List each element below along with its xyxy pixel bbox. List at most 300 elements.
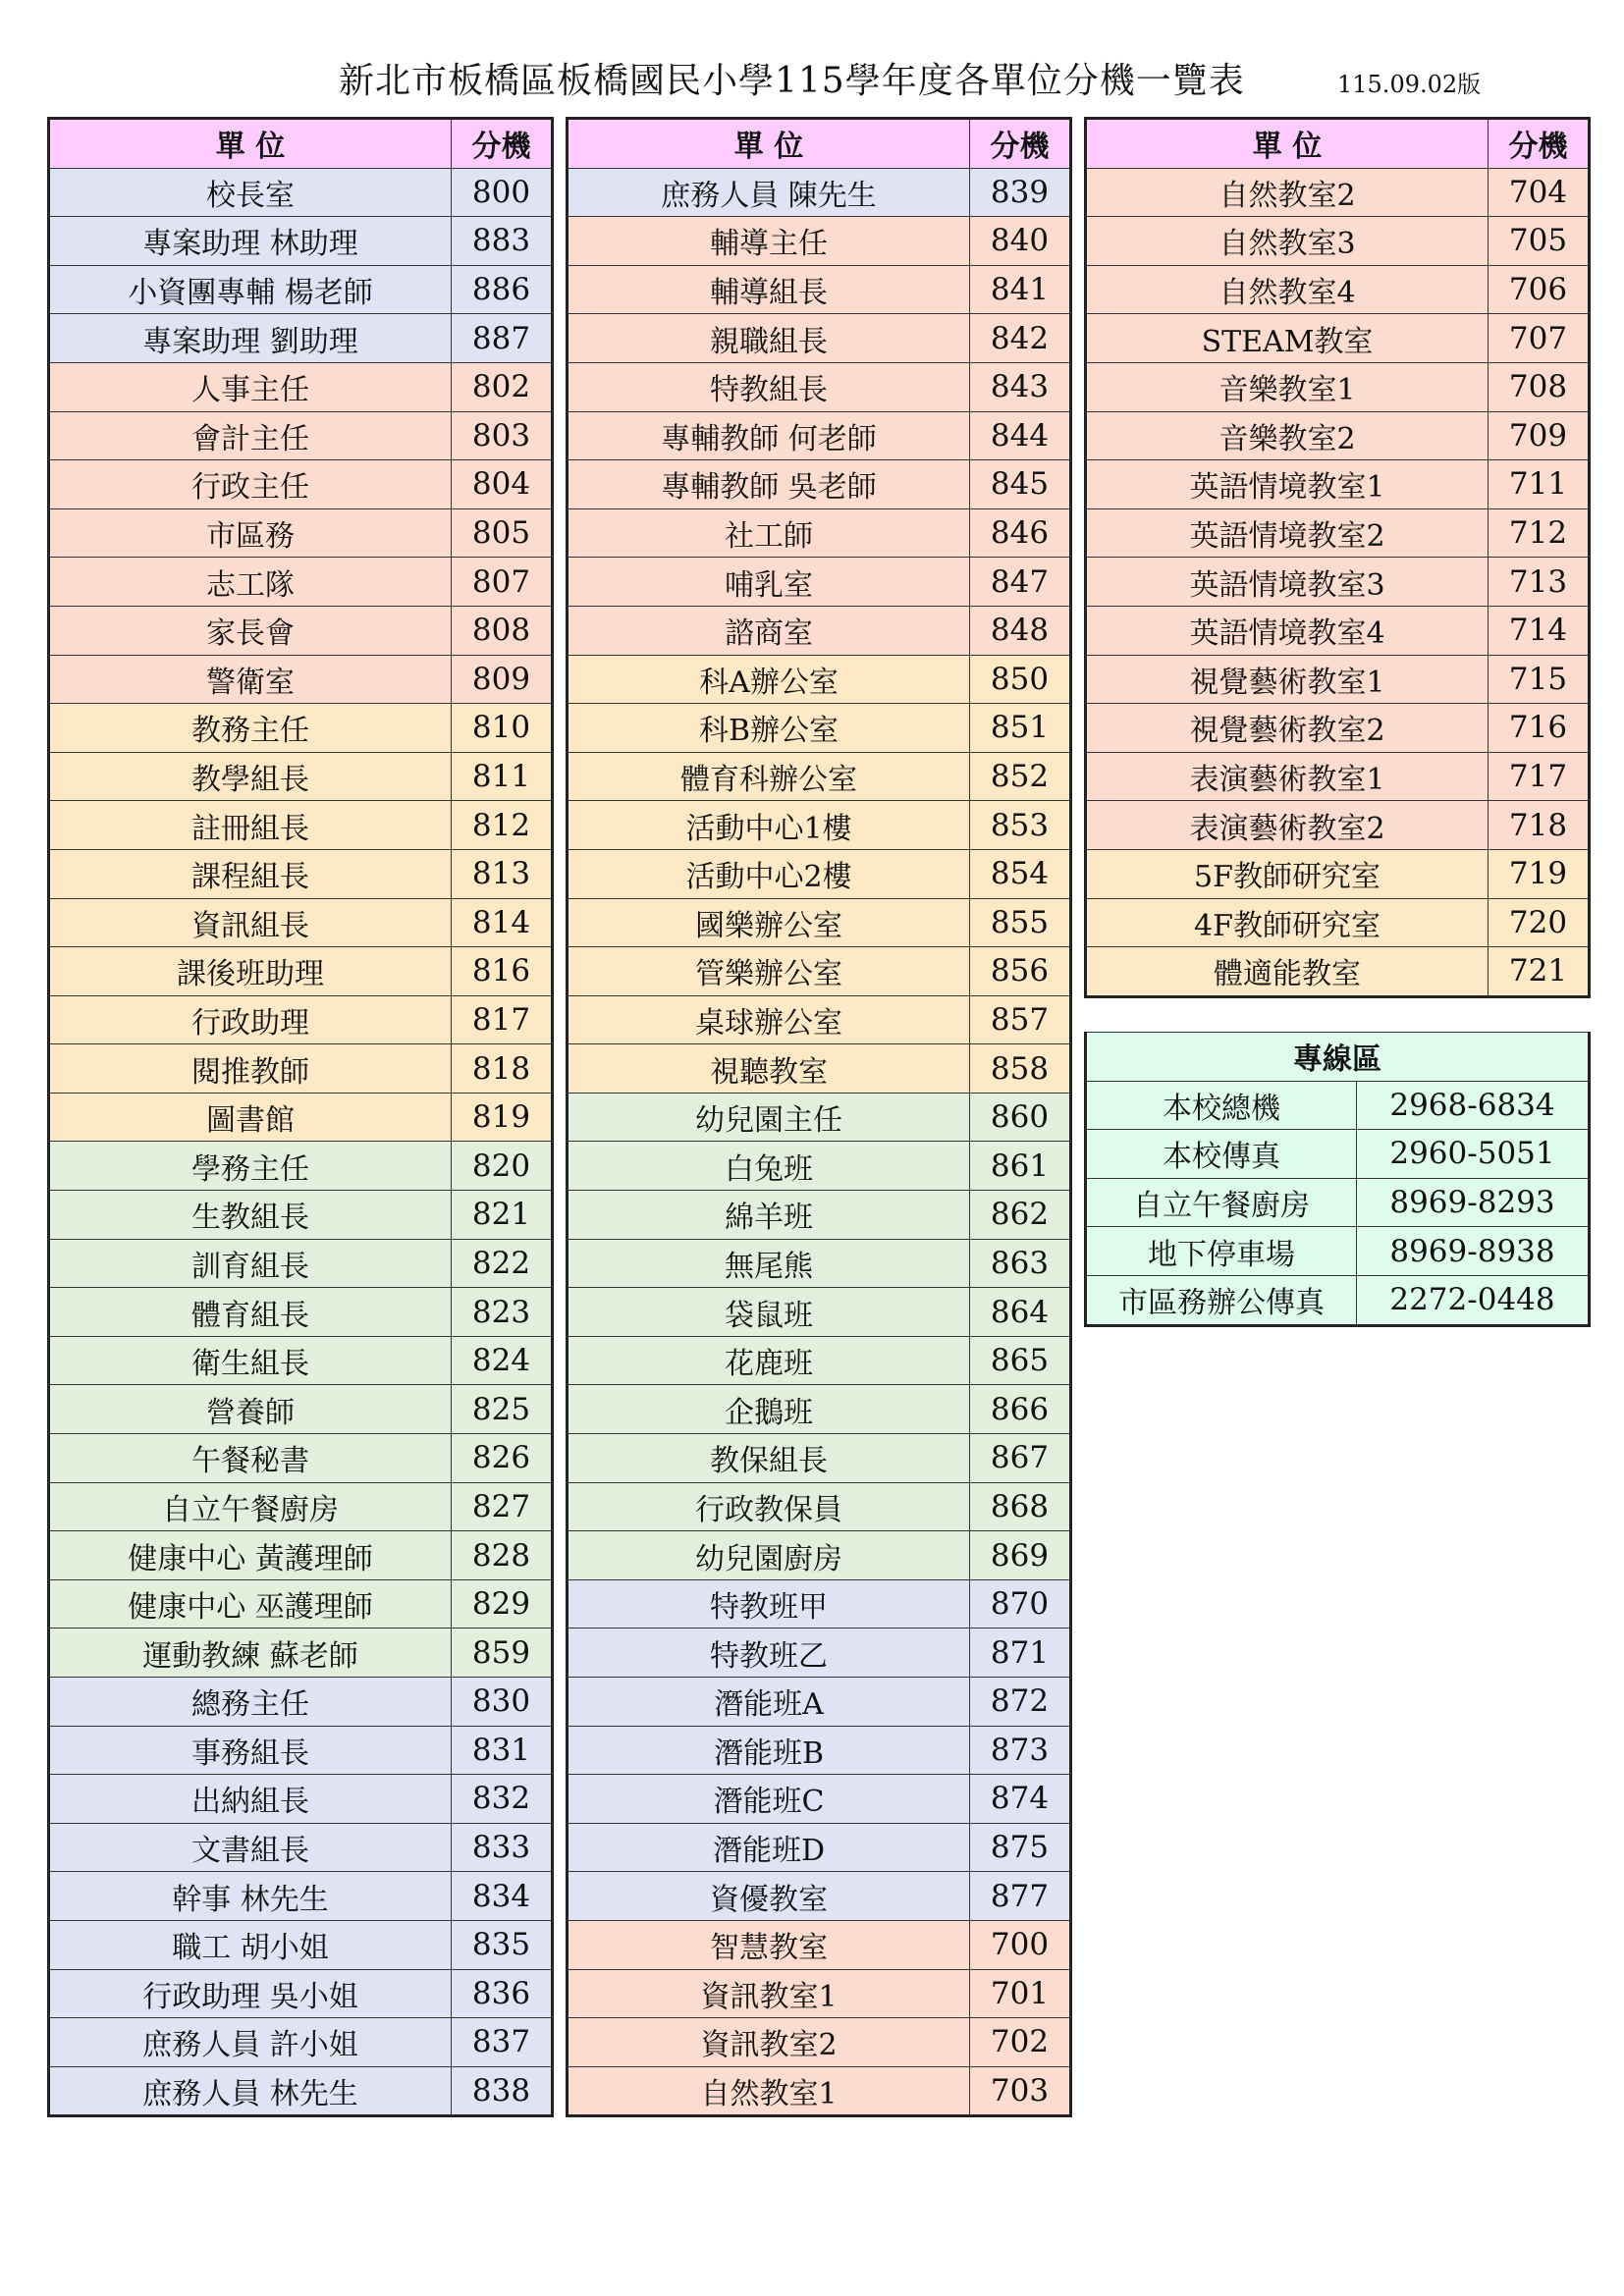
table-row <box>49 362 553 411</box>
unit-cell: 註冊組長 <box>49 801 452 850</box>
table-row <box>49 1775 553 1824</box>
table-row <box>568 1920 1071 1969</box>
unit-cell: 職工 胡小姐 <box>49 1920 452 1969</box>
unit-cell: 事務組長 <box>49 1726 452 1775</box>
unit-cell: 科A辦公室 <box>568 655 970 704</box>
unit-cell: 專案助理 林助理 <box>49 217 452 266</box>
unit-cell: 英語情境教室3 <box>1086 558 1489 607</box>
extension-cell: 852 <box>970 752 1071 801</box>
table-row <box>568 411 1071 460</box>
extension-cell: 844 <box>970 411 1071 460</box>
extension-cell: 810 <box>452 704 553 753</box>
extension-cell: 886 <box>452 265 553 314</box>
unit-cell: 袋鼠班 <box>568 1288 970 1337</box>
direct-line-table <box>1084 1032 1591 1327</box>
table-row <box>568 1142 1071 1191</box>
unit-cell: 專輔教師 何老師 <box>568 411 970 460</box>
unit-cell: 會計主任 <box>49 411 452 460</box>
table-row <box>49 1920 553 1969</box>
unit-cell: 表演藝術教室2 <box>1086 801 1489 850</box>
unit-cell: 白兔班 <box>568 1142 970 1191</box>
extension-cell: 713 <box>1489 558 1590 607</box>
unit-cell: 幹事 林先生 <box>49 1872 452 1921</box>
table-row <box>568 508 1071 558</box>
table-row <box>1086 1081 1590 1130</box>
table-row <box>49 1726 553 1775</box>
unit-cell: 校長室 <box>49 168 452 217</box>
table-row <box>568 1288 1071 1337</box>
direct-line-title: 專線區 <box>1086 1033 1590 1082</box>
unit-cell: 哺乳室 <box>568 558 970 607</box>
ext-header: 分機 <box>452 119 553 169</box>
unit-cell: 小資團專輔 楊老師 <box>49 265 452 314</box>
unit-cell: 體育科辦公室 <box>568 752 970 801</box>
unit-cell: 潛能班A <box>568 1678 970 1727</box>
table-row <box>49 1044 553 1094</box>
version-label: 115.09.02版 <box>1337 71 1482 98</box>
unit-cell: 自然教室2 <box>1086 168 1489 217</box>
unit-header: 單 位 <box>568 119 970 169</box>
extension-cell: 858 <box>970 1044 1071 1094</box>
extension-cell: 8969-8938 <box>1357 1227 1590 1276</box>
table-row <box>568 2018 1071 2067</box>
unit-cell: 教務主任 <box>49 704 452 753</box>
table-row <box>49 1142 553 1191</box>
table-row <box>49 947 553 996</box>
table-row <box>49 1288 553 1337</box>
unit-cell: 營養師 <box>49 1385 452 1434</box>
table-row <box>49 2018 553 2067</box>
extension-cell: 805 <box>452 508 553 558</box>
extension-cell: 825 <box>452 1385 553 1434</box>
extension-cell: 869 <box>970 1531 1071 1580</box>
extension-cell: 853 <box>970 801 1071 850</box>
table-row <box>49 1482 553 1531</box>
extension-cell: 718 <box>1489 801 1590 850</box>
table-row <box>568 460 1071 509</box>
table-row <box>49 1678 553 1727</box>
table-row <box>568 1434 1071 1483</box>
table-header-row <box>1086 119 1590 169</box>
extension-cell: 720 <box>1489 898 1590 947</box>
extension-cell: 701 <box>970 1969 1071 2018</box>
extension-cell: 864 <box>970 1288 1071 1337</box>
table-row <box>1086 217 1590 266</box>
extension-cell: 823 <box>452 1288 553 1337</box>
extension-cell: 820 <box>452 1142 553 1191</box>
table-row <box>568 1044 1071 1094</box>
table-row <box>568 801 1071 850</box>
table-row <box>568 362 1071 411</box>
extension-cell: 845 <box>970 460 1071 509</box>
unit-cell: 英語情境教室4 <box>1086 606 1489 655</box>
extension-cell: 865 <box>970 1336 1071 1385</box>
extension-cell: 877 <box>970 1872 1071 1921</box>
unit-cell: 資優教室 <box>568 1872 970 1921</box>
extension-cell: 809 <box>452 655 553 704</box>
table-row <box>568 1629 1071 1678</box>
unit-cell: 志工隊 <box>49 558 452 607</box>
table-row <box>49 314 553 363</box>
table-row <box>568 606 1071 655</box>
table-row <box>1086 508 1590 558</box>
unit-cell: 專輔教師 吳老師 <box>568 460 970 509</box>
extension-cell: 708 <box>1489 362 1590 411</box>
extension-cell: 808 <box>452 606 553 655</box>
extension-cell: 817 <box>452 995 553 1044</box>
unit-cell: 文書組長 <box>49 1823 452 1872</box>
unit-cell: 衛生組長 <box>49 1336 452 1385</box>
unit-cell: 管樂辦公室 <box>568 947 970 996</box>
unit-cell: 體適能教室 <box>1086 947 1489 997</box>
extension-cell: 859 <box>452 1629 553 1678</box>
extension-cell: 830 <box>452 1678 553 1727</box>
extension-cell: 818 <box>452 1044 553 1094</box>
extension-cell: 870 <box>970 1579 1071 1629</box>
table-row <box>49 1434 553 1483</box>
table-row <box>568 1872 1071 1921</box>
extension-cell: 811 <box>452 752 553 801</box>
table-row <box>49 217 553 266</box>
unit-cell: 5F教師研究室 <box>1086 849 1489 898</box>
unit-cell: 幼兒園主任 <box>568 1093 970 1142</box>
extension-cell: 711 <box>1489 460 1590 509</box>
table-row <box>49 752 553 801</box>
extension-cell: 714 <box>1489 606 1590 655</box>
extension-cell: 8969-8293 <box>1357 1178 1590 1227</box>
table-row <box>1086 947 1590 997</box>
unit-cell: 市區務 <box>49 508 452 558</box>
extension-cell: 857 <box>970 995 1071 1044</box>
extension-cell: 709 <box>1489 411 1590 460</box>
extension-cell: 824 <box>452 1336 553 1385</box>
extension-cell: 861 <box>970 1142 1071 1191</box>
table-row <box>1086 704 1590 753</box>
table-row <box>568 1093 1071 1142</box>
unit-cell: 幼兒園廚房 <box>568 1531 970 1580</box>
table-row <box>568 704 1071 753</box>
extension-cell: 836 <box>452 1969 553 2018</box>
extension-cell: 850 <box>970 655 1071 704</box>
unit-cell: 視覺藝術教室2 <box>1086 704 1489 753</box>
extension-cell: 832 <box>452 1775 553 1824</box>
extension-table-1 <box>47 117 554 2117</box>
table-row <box>568 1336 1071 1385</box>
extension-cell: 2960-5051 <box>1357 1130 1590 1179</box>
table-row <box>49 995 553 1044</box>
extension-cell: 839 <box>970 168 1071 217</box>
table-row <box>568 898 1071 947</box>
extension-cell: 847 <box>970 558 1071 607</box>
ext-header: 分機 <box>1489 119 1590 169</box>
unit-cell: 親職組長 <box>568 314 970 363</box>
table-row <box>568 314 1071 363</box>
unit-cell: 智慧教室 <box>568 1920 970 1969</box>
table-row <box>49 1823 553 1872</box>
unit-cell: 自立午餐廚房 <box>49 1482 452 1531</box>
table-row <box>568 752 1071 801</box>
unit-cell: STEAM教室 <box>1086 314 1489 363</box>
table-row <box>1086 1178 1590 1227</box>
extension-cell: 719 <box>1489 849 1590 898</box>
extension-cell: 703 <box>970 2066 1071 2116</box>
extension-cell: 868 <box>970 1482 1071 1531</box>
unit-cell: 午餐秘書 <box>49 1434 452 1483</box>
extension-cell: 716 <box>1489 704 1590 753</box>
extension-cell: 707 <box>1489 314 1590 363</box>
extension-cell: 854 <box>970 849 1071 898</box>
unit-header: 單 位 <box>49 119 452 169</box>
unit-cell: 視覺藝術教室1 <box>1086 655 1489 704</box>
extension-cell: 822 <box>452 1239 553 1288</box>
table-row <box>49 508 553 558</box>
title-bar <box>0 49 1624 108</box>
table-row <box>568 1385 1071 1434</box>
unit-cell: 體育組長 <box>49 1288 452 1337</box>
extension-cell: 712 <box>1489 508 1590 558</box>
unit-cell: 本校總機 <box>1086 1081 1357 1130</box>
extension-cell: 804 <box>452 460 553 509</box>
extension-cell: 856 <box>970 947 1071 996</box>
table-row <box>49 1336 553 1385</box>
extension-cell: 704 <box>1489 168 1590 217</box>
table-row <box>568 558 1071 607</box>
unit-cell: 課後班助理 <box>49 947 452 996</box>
extension-cell: 860 <box>970 1093 1071 1142</box>
unit-cell: 教學組長 <box>49 752 452 801</box>
unit-cell: 自然教室3 <box>1086 217 1489 266</box>
table-row <box>1086 168 1590 217</box>
extension-cell: 2968-6834 <box>1357 1081 1590 1130</box>
unit-cell: 運動教練 蘇老師 <box>49 1629 452 1678</box>
table-row <box>568 1678 1071 1727</box>
table-row <box>49 1385 553 1434</box>
extension-cell: 827 <box>452 1482 553 1531</box>
extension-cell: 841 <box>970 265 1071 314</box>
unit-cell: 音樂教室2 <box>1086 411 1489 460</box>
extension-cell: 715 <box>1489 655 1590 704</box>
table-row <box>1086 460 1590 509</box>
table-row <box>49 1239 553 1288</box>
extension-cell: 838 <box>452 2066 553 2116</box>
unit-cell: 桌球辦公室 <box>568 995 970 1044</box>
unit-cell: 視聽教室 <box>568 1044 970 1094</box>
table-row <box>568 1823 1071 1872</box>
table-row <box>49 1579 553 1629</box>
unit-cell: 4F教師研究室 <box>1086 898 1489 947</box>
table-row <box>568 1726 1071 1775</box>
extension-cell: 851 <box>970 704 1071 753</box>
table-row <box>49 411 553 460</box>
table-row <box>49 1969 553 2018</box>
extension-cell: 855 <box>970 898 1071 947</box>
extension-table-3 <box>1084 117 1591 998</box>
table-header-row <box>49 119 553 169</box>
unit-cell: 市區務辦公傳真 <box>1086 1275 1357 1325</box>
unit-cell: 花鹿班 <box>568 1336 970 1385</box>
unit-cell: 本校傳真 <box>1086 1130 1357 1179</box>
extension-cell: 872 <box>970 1678 1071 1727</box>
extension-cell: 834 <box>452 1872 553 1921</box>
unit-cell: 訓育組長 <box>49 1239 452 1288</box>
extension-cell: 821 <box>452 1191 553 1240</box>
unit-cell: 諮商室 <box>568 606 970 655</box>
table-header-row <box>568 119 1071 169</box>
table-row <box>568 655 1071 704</box>
table-row <box>1086 1227 1590 1276</box>
extension-cell: 800 <box>452 168 553 217</box>
unit-cell: 人事主任 <box>49 362 452 411</box>
unit-cell: 地下停車場 <box>1086 1227 1357 1276</box>
unit-cell: 資訊組長 <box>49 898 452 947</box>
extension-cell: 721 <box>1489 947 1590 997</box>
unit-cell: 行政助理 吳小姐 <box>49 1969 452 2018</box>
extension-cell: 812 <box>452 801 553 850</box>
unit-cell: 閱推教師 <box>49 1044 452 1094</box>
extension-cell: 2272-0448 <box>1357 1275 1590 1325</box>
unit-cell: 特教班乙 <box>568 1629 970 1678</box>
unit-cell: 行政助理 <box>49 995 452 1044</box>
table-row <box>568 265 1071 314</box>
extension-cell: 802 <box>452 362 553 411</box>
extension-cell: 813 <box>452 849 553 898</box>
table-row <box>1086 265 1590 314</box>
table-row <box>568 1239 1071 1288</box>
unit-cell: 庶務人員 林先生 <box>49 2066 452 2116</box>
table-row <box>1086 558 1590 607</box>
table-row <box>49 898 553 947</box>
extension-cell: 843 <box>970 362 1071 411</box>
extension-cell: 814 <box>452 898 553 947</box>
unit-cell: 特教班甲 <box>568 1579 970 1629</box>
extension-cell: 866 <box>970 1385 1071 1434</box>
unit-cell: 自立午餐廚房 <box>1086 1178 1357 1227</box>
unit-cell: 行政主任 <box>49 460 452 509</box>
unit-cell: 健康中心 黃護理師 <box>49 1531 452 1580</box>
table-row <box>49 558 553 607</box>
page-title: 新北市板橋區板橋國民小學115學年度各單位分機一覽表 <box>339 61 1245 101</box>
table-row <box>568 1191 1071 1240</box>
unit-cell: 國樂辦公室 <box>568 898 970 947</box>
unit-cell: 自然教室4 <box>1086 265 1489 314</box>
extension-cell: 846 <box>970 508 1071 558</box>
unit-cell: 行政教保員 <box>568 1482 970 1531</box>
unit-cell: 自然教室1 <box>568 2066 970 2116</box>
extension-cell: 706 <box>1489 265 1590 314</box>
unit-cell: 家長會 <box>49 606 452 655</box>
table-row <box>49 1629 553 1678</box>
unit-cell: 表演藝術教室1 <box>1086 752 1489 801</box>
extension-cell: 873 <box>970 1726 1071 1775</box>
unit-cell: 總務主任 <box>49 1678 452 1727</box>
table-row <box>568 947 1071 996</box>
unit-cell: 庶務人員 許小姐 <box>49 2018 452 2067</box>
table-row <box>1086 1130 1590 1179</box>
table-row <box>1086 801 1590 850</box>
table-row <box>49 849 553 898</box>
extension-cell: 867 <box>970 1434 1071 1483</box>
unit-cell: 健康中心 巫護理師 <box>49 1579 452 1629</box>
table-row <box>568 1579 1071 1629</box>
extension-cell: 875 <box>970 1823 1071 1872</box>
unit-cell: 英語情境教室1 <box>1086 460 1489 509</box>
table-row <box>568 2066 1071 2116</box>
direct-line-header-row <box>1086 1033 1590 1082</box>
table-row <box>49 265 553 314</box>
table-row <box>49 2066 553 2116</box>
table-row <box>49 1093 553 1142</box>
unit-cell: 綿羊班 <box>568 1191 970 1240</box>
unit-cell: 特教組長 <box>568 362 970 411</box>
unit-cell: 輔導組長 <box>568 265 970 314</box>
extension-cell: 862 <box>970 1191 1071 1240</box>
unit-cell: 警衛室 <box>49 655 452 704</box>
extension-cell: 816 <box>452 947 553 996</box>
extension-cell: 887 <box>452 314 553 363</box>
extension-cell: 863 <box>970 1239 1071 1288</box>
extension-cell: 837 <box>452 2018 553 2067</box>
extension-cell: 835 <box>452 1920 553 1969</box>
table-row <box>1086 362 1590 411</box>
unit-cell: 活動中心2樓 <box>568 849 970 898</box>
extension-cell: 702 <box>970 2018 1071 2067</box>
table-row <box>568 1531 1071 1580</box>
unit-cell: 潛能班B <box>568 1726 970 1775</box>
table-row <box>568 1969 1071 2018</box>
extension-cell: 831 <box>452 1726 553 1775</box>
extension-cell: 871 <box>970 1629 1071 1678</box>
table-row <box>1086 752 1590 801</box>
table-row <box>568 1482 1071 1531</box>
table-row <box>1086 606 1590 655</box>
table-row <box>49 606 553 655</box>
extension-cell: 803 <box>452 411 553 460</box>
unit-cell: 資訊教室2 <box>568 2018 970 2067</box>
extension-cell: 826 <box>452 1434 553 1483</box>
unit-header: 單 位 <box>1086 119 1489 169</box>
extension-cell: 840 <box>970 217 1071 266</box>
unit-cell: 英語情境教室2 <box>1086 508 1489 558</box>
extension-cell: 848 <box>970 606 1071 655</box>
table-row <box>49 704 553 753</box>
table-row <box>1086 314 1590 363</box>
unit-cell: 音樂教室1 <box>1086 362 1489 411</box>
unit-cell: 資訊教室1 <box>568 1969 970 2018</box>
table-row <box>49 655 553 704</box>
extension-cell: 807 <box>452 558 553 607</box>
table-row <box>49 1191 553 1240</box>
table-row <box>568 849 1071 898</box>
table-row <box>568 217 1071 266</box>
table-row <box>49 1872 553 1921</box>
extension-cell: 819 <box>452 1093 553 1142</box>
table-row <box>49 1531 553 1580</box>
extension-cell: 842 <box>970 314 1071 363</box>
unit-cell: 無尾熊 <box>568 1239 970 1288</box>
unit-cell: 潛能班C <box>568 1775 970 1824</box>
extension-cell: 833 <box>452 1823 553 1872</box>
unit-cell: 科B辦公室 <box>568 704 970 753</box>
extension-cell: 829 <box>452 1579 553 1629</box>
table-row <box>49 460 553 509</box>
unit-cell: 圖書館 <box>49 1093 452 1142</box>
extension-cell: 717 <box>1489 752 1590 801</box>
table-row <box>568 168 1071 217</box>
extension-cell: 700 <box>970 1920 1071 1969</box>
unit-cell: 學務主任 <box>49 1142 452 1191</box>
extension-cell: 883 <box>452 217 553 266</box>
extension-cell: 705 <box>1489 217 1590 266</box>
